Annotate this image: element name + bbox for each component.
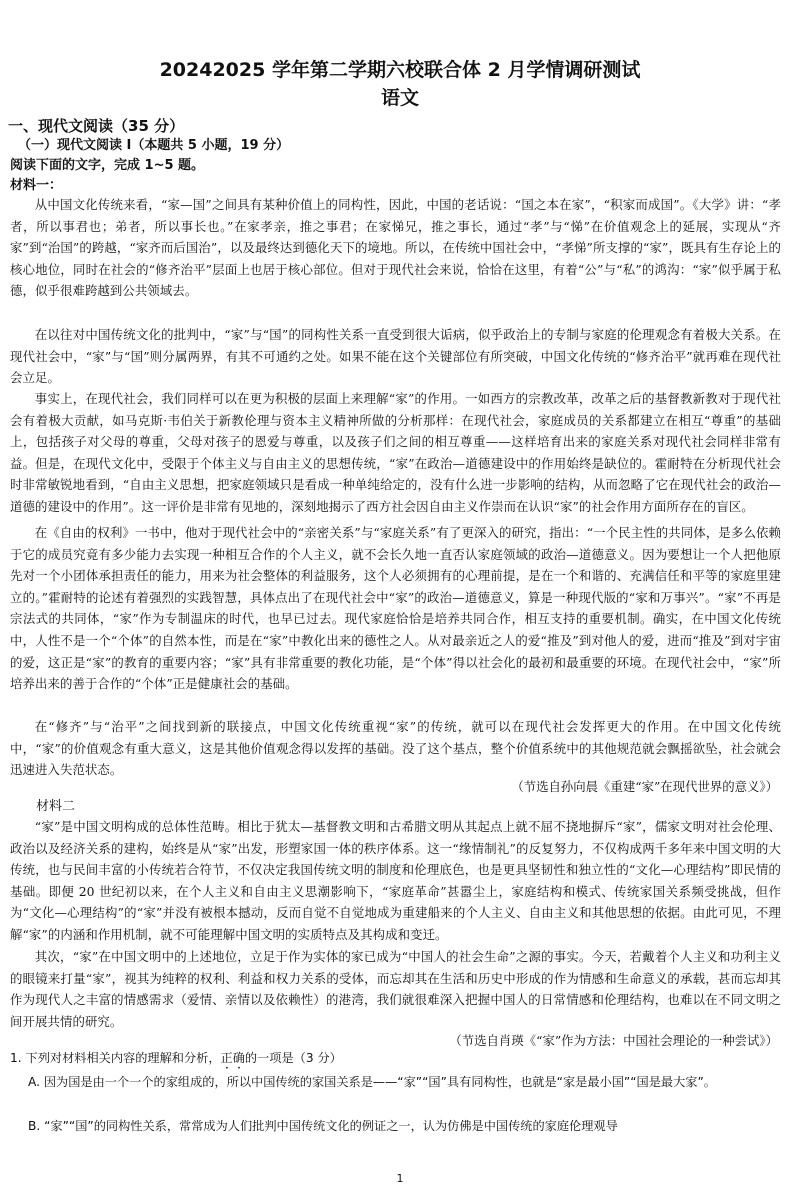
material-one-paragraph: 在以往对中国传统文化的批判中，“家”与“国”的同构性关系一直受到很大诟病，似乎政治上的专制与家庭的伦理观念有着极大关系。在现代社会中，“家”与“国”则分属两界，有其不可通约之处。如果不能在这个关键部位有所突破，中国文化传统的“修齐治平”就再难在现代社会立足。 xyxy=(10,327,781,386)
material-two-source: （节选自肖瑛《“家”作为方法：中国社会理论的一种尝试》） xyxy=(449,1033,778,1048)
material-one-label: 材料一： xyxy=(10,178,63,193)
question-stem-text: 1. 下列对材料相关内容的理解和分析， xyxy=(10,1051,221,1065)
exam-title: 20242025 学年第二学期六校联合体 2 月学情调研测试 xyxy=(159,59,641,81)
page-number: 1 xyxy=(396,1172,404,1185)
material-one-paragraph: 从中国文化传统来看，“家—国”之间具有某种价值上的同构性，因此，中国的老话说：“国之本在家”，“积家而成国”。《大学》讲：“孝者，所以事君也；弟者，所以事长也。”在家孝亲，推之事君；在家悌兄，推之事长，通过“孝”与“悌”在价值观念上的延展，实现从“齐家”到“治国”的跨越，“家齐而后国治”，以及最终达到德化天下的境地。所以，在传统中国社会中，“孝悌”所支撑的“家”，既具有生存论上的核心地位，同时在社会的“修齐治平”层面上也居于核心部位。但对于现代社会来说，恰恰在这里，有着“公”与“私”的鸿沟：“家”似乎属于私德，似乎很难跨越到公共领域去。 xyxy=(10,197,781,299)
material-one-paragraph: 在《自由的权利》一书中，他对于现代社会中的“亲密关系”与“家庭关系”有了更深入的研究，指出：“一个民主性的共同体，是多么依赖于它的成员究竟有多少能力去实现一种相互合作的个人主义，就不会长久地一直否认家庭领域的政治—道德意义。因为要想让一个人把他原先对一个小团体承担责任的能力，用来为社会整体的利益服务，这个人必须拥有的心理前提，是在一个和谐的、充满信任和平等的家庭里建立的。”霍耐特的论述有着强烈的实践智慧，具体点出了在现代社会中“家”的政治—道德意义，算是一种现代版的“家和万事兴”。“家”不再是宗法式的共同体，“家”作为专制温床的时代，也早已过去。现代家庭恰恰是培养共同合作，相互支持的重要机制。确实，在中国文化传统中，人性不是一个“个体”的自然本性，而是在“家”中教化出来的德性之人。从对最亲近之人的爱“推及”到对他人的爱，进而“推及”到对宇宙的爱，这正是“家”的教育的重要内容；“家”具有非常重要的教化功能，是“个体”得以社会化的最初和最重要的环境。在现代社会中，“家”所培养出来的善于合作的“个体”正是健康社会的基础。 xyxy=(10,525,781,692)
question-1-option-a: A. 因为国是由一个一个的家组成的，所以中国传统的家国关系是——“家”“国”具有同构性，也就是“家是最小国”“国是最大家”。 xyxy=(28,1075,716,1089)
question-emphasized-word: 正确 xyxy=(220,1051,245,1065)
material-one-source: （节选自孙向晨《重建“家”在现代世界的意义》） xyxy=(511,779,778,794)
subject-title: 语文 xyxy=(380,87,419,109)
sub-section-heading: （一）现代文阅读 I（本题共 5 小题，19 分） xyxy=(18,138,290,153)
material-two-paragraph: 其次，“家”在中国文明中的上述地位，立足于作为实体的家已成为“中国人的社会生命”之源的事实。今天，若戴着个人主义和功利主义的眼镜来打量“家”，视其为纯粹的权利、利益和权力关系的受体，而忘却其在生活和历史中形成的作为情感和生命意义的承载，甚而忘却其作为现代人之丰富的情感需求（爱情、亲情以及依赖性）的港湾，我们就很难深入把握中国人的日常情感和伦理结构，也难以在不同文明之间开展共情的研究。 xyxy=(10,949,781,1029)
material-two-paragraph: “家”是中国文明构成的总体性范畴。相比于犹太—基督教文明和古希腊文明从其起点上就不屈不挠地摒斥“家”，儒家文明对社会伦理、政治以及经济关系的建构，始终是从“家”出发，形塑家国一体的秩序体系。这一“缘情制礼”的反复努力，不仅构成两千多年来中国文明的大传统，也与民间丰富的小传统若合符节，不仅决定我国传统文明的制度和伦理底色，也是更具坚韧性和独立性的“文化—心理结构”即民情的基础。即便 20 世纪初以来，在个人主义和自由主义思潮影响下，“家庭革命”甚嚣尘上，家庭结构和模式、传统家国关系频受挑战，但作为“文化—心理结构”的“家”并没有被根本撼动，反而自觉不自觉地成为重建船来的个人主义、自由主义和其他思想的依据。由此可见，不理解“家”的内涵和作用机制，就不可能理解中国文明的实质特点及其构成和变迁。 xyxy=(10,819,781,942)
material-two-label: 材料二 xyxy=(36,799,76,814)
material-one-paragraph: 在“修齐”与“治平”之间找到新的联接点，中国文化传统重视“家”的传统，就可以在现代社会发挥更大的作用。在中国文化传统中，“家”的价值观念有重大意义，这是其他价值观念得以发挥的基础。没了这个基点，整个价值系统中的其他规范就会飘摇欲坠，社会就会迅速进入失范状态。 xyxy=(10,719,781,778)
question-1-stem xyxy=(10,1048,785,1072)
reading-instruction: 阅读下面的文字，完成 1~5 题。 xyxy=(10,158,205,173)
section-heading: 一、现代文阅读（35 分） xyxy=(8,117,185,135)
question-1-option-b: B. “家”“国”的同构性关系，常常成为人们批判中国传统文化的例证之一，认为仿佛是中国传统的家庭伦理观导 xyxy=(28,1119,618,1133)
material-one-paragraph: 事实上，在现代社会，我们同样可以在更为积极的层面上来理解“家”的作用。一如西方的宗教改革，改革之后的基督教新教对于现代社会有着极大贡献，如马克斯·韦伯关于新教伦理与资本主义精神所做的分析那样：在现代社会，家庭成员的关系都建立在相互“尊重”的基础上，包括孩子对父母的尊重，父母对孩子的恩爱与尊重，以及孩子们之间的相互尊重——这样培育出来的家庭关系对现代社会同样非常有益。但是，在现代文化中，受限于个体主义与自由主义的思想传统，“家”在政治—道德建设中的作用始终是缺位的。霍耐特在分析现代社会时非常敏锐地看到，“自由主义思想，把家庭领域只是看成一种单纯给定的，没有什么进一步影响的结构，从而忽略了它在现代社会的政治—道德的建设中的作用”。这一评价是非常有见地的，深刻地揭示了西方社会因自由主义作崇而在认识“家”的社会作用方面所存在的盲区。 xyxy=(10,391,781,514)
question-stem-score: 的一项是（3 分） xyxy=(244,1051,342,1065)
